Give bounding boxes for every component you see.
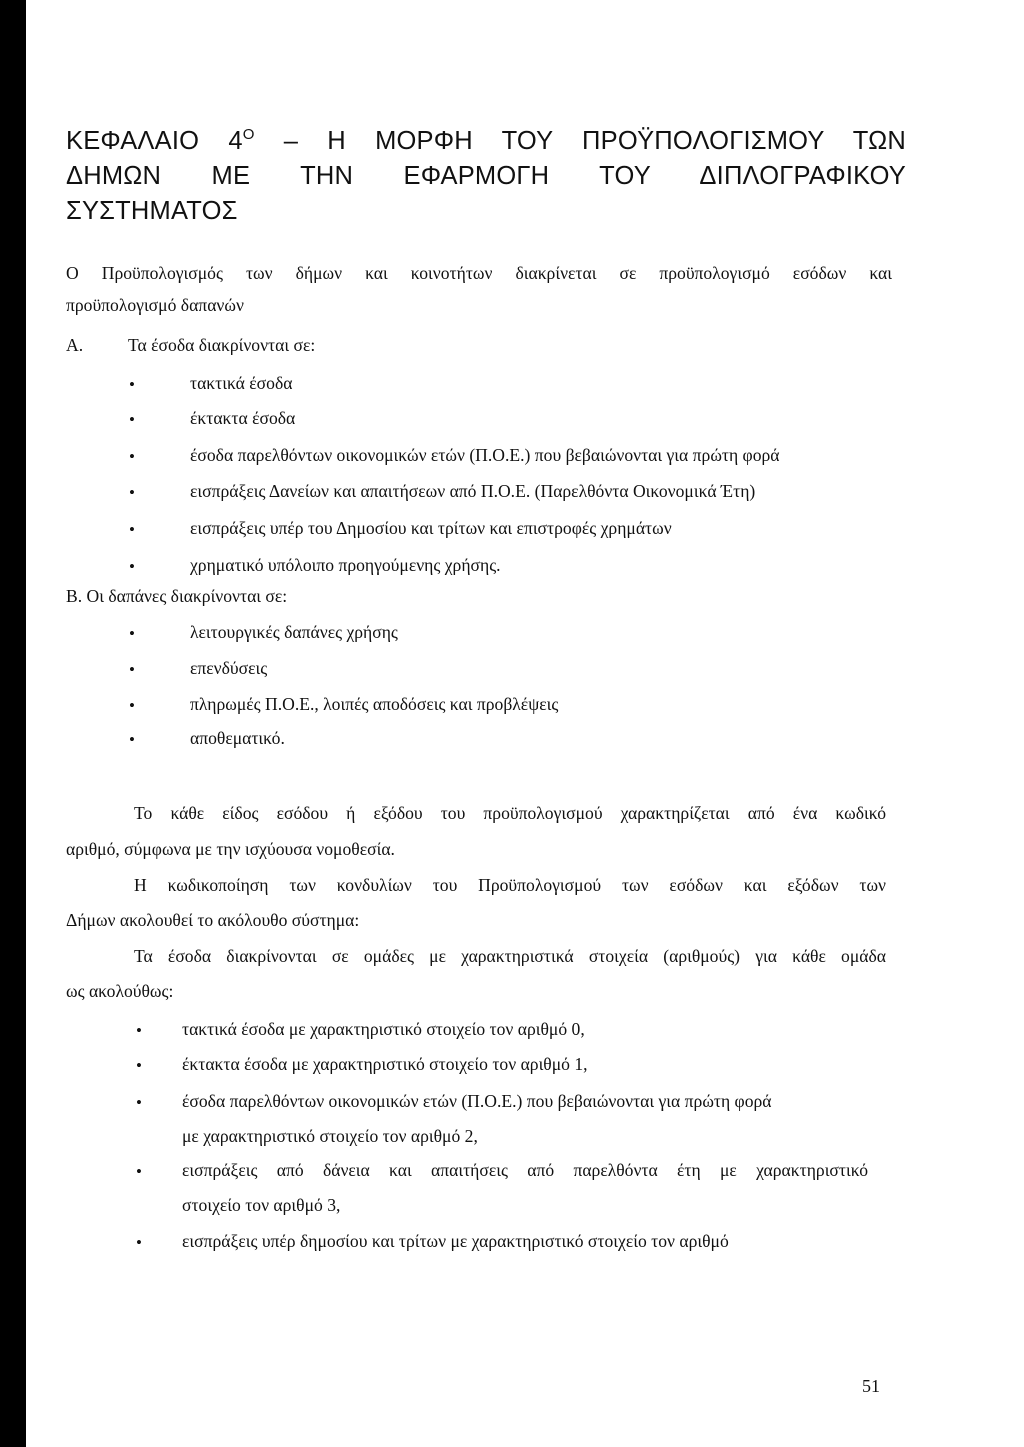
bullet-icon [129, 374, 135, 396]
section-a-item-4: εισπράξεις Δανείων και απαιτήσεων από Π.Ο.Ε. (Παρελθόντα Οικονομικά Έτη) [190, 481, 756, 501]
bullet-icon [129, 446, 135, 468]
page-number: 51 [862, 1376, 880, 1396]
bullet-icon [136, 1232, 142, 1254]
section-a-item-1: τακτικά έσοδα [190, 373, 293, 393]
section-a-label: Α. [66, 335, 84, 355]
chapter-heading-line-2: ΔΗΜΩΝ ΜΕ ΤΗΝ ΕΦΑΡΜΟΓΗ ΤΟΥ ΔΙΠΛΟΓΡΑΦΙΚΟΥ [66, 162, 906, 190]
superscript-o: Ο [242, 126, 255, 143]
section-a-item-6: χρηματικό υπόλοιπο προηγούμενης χρήσης. [190, 555, 501, 575]
chapter-heading-line-1: ΚΕΦΑΛΑΙΟ $4^O$ – Η ΜΟΡΦΗ ΤΟΥ ΠΡΟΫΠΟΛΟΓΙΣΜΟΥ ΤΩΝ [66, 126, 906, 155]
bullet-icon [136, 1092, 142, 1114]
bullet-icon [129, 623, 135, 645]
bullet-icon [129, 729, 135, 751]
section-b-item-2: επενδύσεις [190, 658, 268, 678]
paragraph-2-line-2: Δήμων ακολουθεί το ακόλουθο σύστημα: [66, 910, 360, 930]
bullet-icon [129, 409, 135, 431]
chapter-heading [66, 117, 906, 229]
section-a-title: Τα έσοδα διακρίνονται σε: [128, 335, 316, 355]
code-item-4-line-2: στοιχείο τον αριθμό 3, [182, 1195, 341, 1215]
bullet-icon [129, 659, 135, 681]
section-b-title: Β. Οι δαπάνες διακρίνονται σε: [66, 586, 288, 606]
bullet-icon [129, 482, 135, 504]
section-a-item-5: εισπράξεις υπέρ του Δημοσίου και τρίτων και επιστροφές χρημάτων [190, 518, 672, 538]
code-item-1: τακτικά έσοδα με χαρακτηριστικό στοιχείο τον αριθμό 0, [182, 1019, 585, 1039]
paragraph-2-line-1: Η κωδικοποίηση των κονδυλίων του Προϋπολογισμού των εσόδων και εξόδων των [134, 875, 886, 895]
section-b-item-4: αποθεματικό. [190, 728, 285, 748]
bullet-icon [136, 1161, 142, 1183]
bullet-icon [129, 519, 135, 541]
document-page [26, 0, 1024, 1447]
bullet-icon [129, 556, 135, 578]
bullet-icon [129, 695, 135, 717]
section-b-item-1: λειτουργικές δαπάνες χρήσης [190, 622, 398, 642]
code-item-3-line-1: έσοδα παρελθόντων οικονομικών ετών (Π.Ο.Ε.) που βεβαιώνονται για πρώτη φορά [182, 1091, 772, 1111]
code-item-3-line-2: με χαρακτηριστικό στοιχείο τον αριθμό 2, [182, 1126, 478, 1146]
bullet-icon [136, 1020, 142, 1042]
code-item-5: εισπράξεις υπέρ δημοσίου και τρίτων με χαρακτηριστικό στοιχείο τον αριθμό [182, 1231, 729, 1251]
section-b-item-3: πληρωμές Π.Ο.Ε., λοιπές αποδόσεις και προβλέψεις [190, 694, 559, 714]
paragraph-3-line-1: Τα έσοδα διακρίνονται σε ομάδες με χαρακτηριστικά στοιχεία (αριθμούς) για κάθε ομάδα [134, 946, 886, 966]
intro-line-1: Ο Προϋπολογισμός των δήμων και κοινοτήτων διακρίνεται σε προϋπολογισμό εσόδων και [66, 263, 892, 283]
intro-line-2: προϋπολογισμό δαπανών [66, 295, 244, 315]
code-item-2: έκτακτα έσοδα με χαρακτηριστικό στοιχείο τον αριθμό 1, [182, 1054, 588, 1074]
section-a-item-2: έκτακτα έσοδα [190, 408, 296, 428]
bullet-icon [136, 1055, 142, 1077]
paragraph-3-line-2: ως ακολούθως: [66, 981, 174, 1001]
paragraph-1-line-1: Το κάθε είδος εσόδου ή εξόδου του προϋπολογισμού χαρακτηρίζεται από ένα κωδικό [134, 803, 886, 823]
paragraph-1-line-2: αριθμό, σύμφωνα με την ισχύουσα νομοθεσία. [66, 839, 395, 859]
code-item-4-line-1: εισπράξεις από δάνεια και απαιτήσεις από παρελθόντα έτη με χαρακτηριστικό [182, 1160, 868, 1180]
section-a-item-3: έσοδα παρελθόντων οικονομικών ετών (Π.Ο.Ε.) που βεβαιώνονται για πρώτη φορά [190, 445, 780, 465]
chapter-heading-line-3: ΣΥΣΤΗΜΑΤΟΣ [66, 197, 238, 225]
